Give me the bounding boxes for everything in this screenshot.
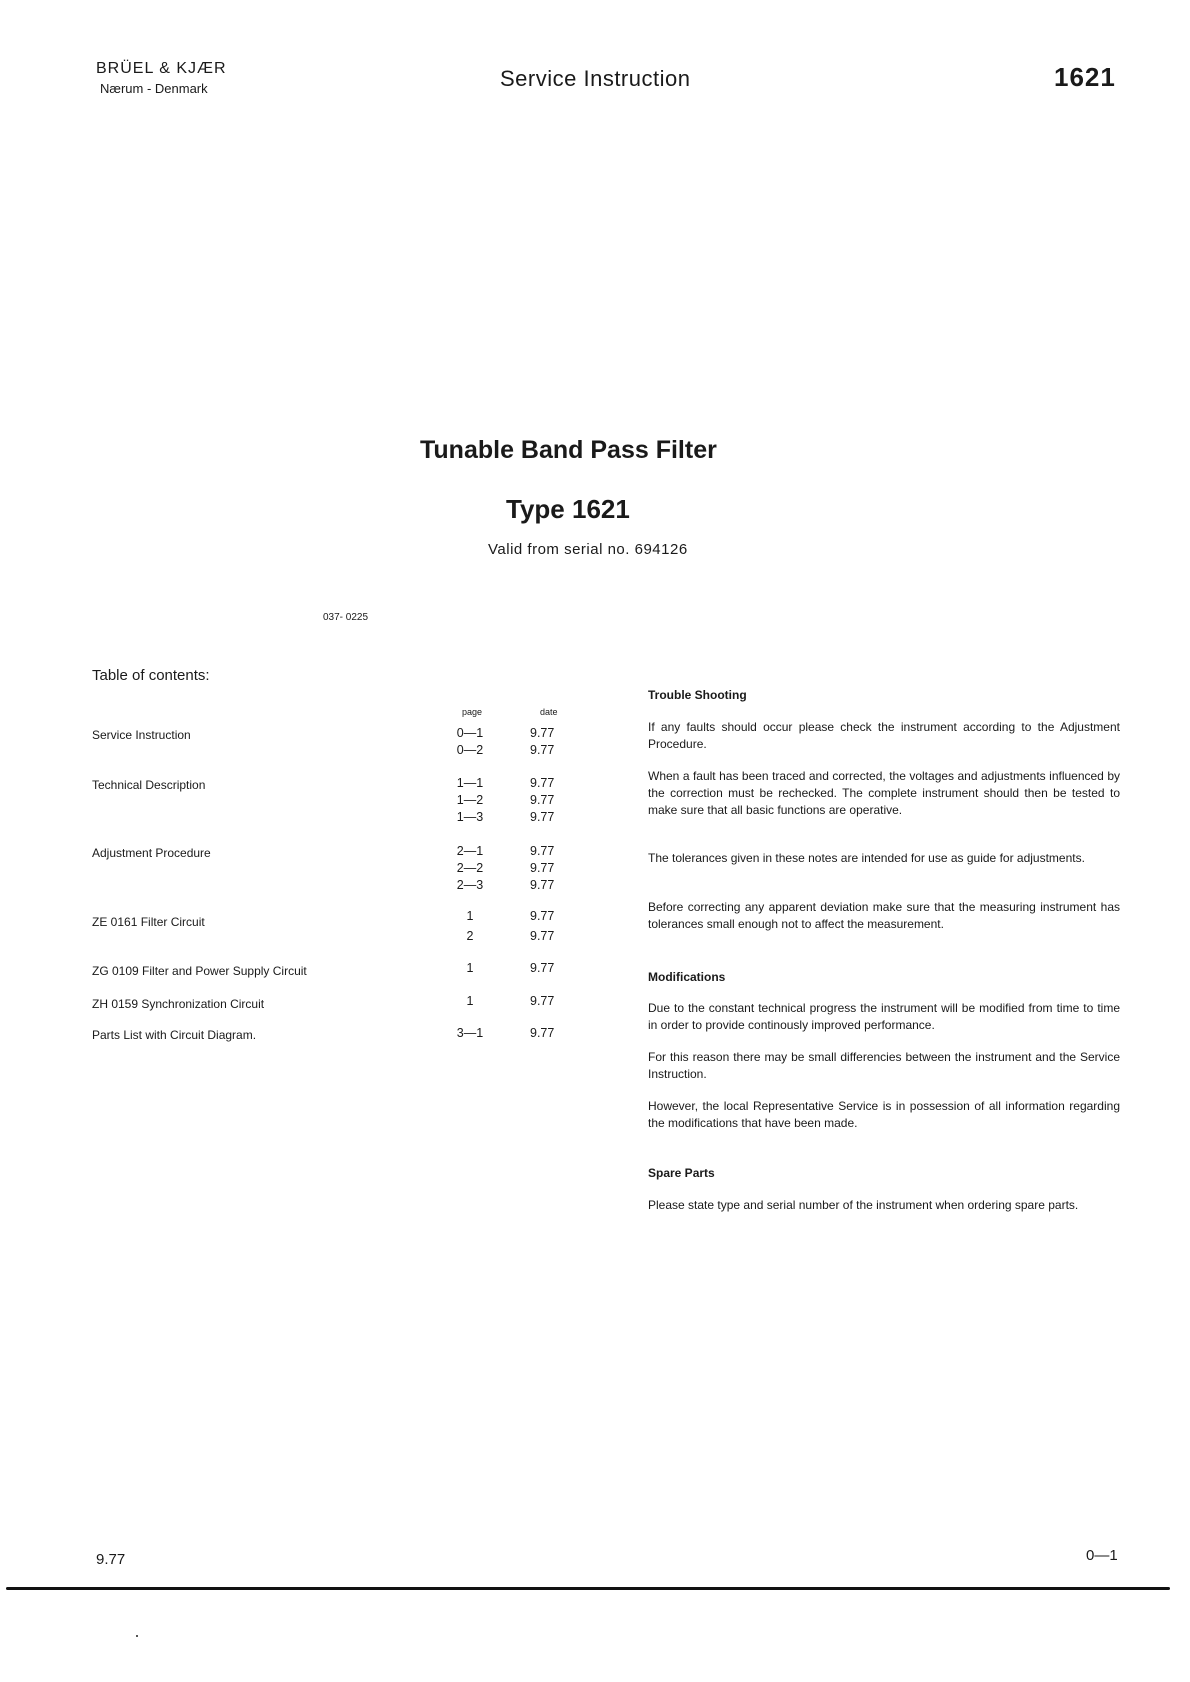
trouble-shooting-heading: Trouble Shooting <box>648 688 747 702</box>
document-code: 037- 0225 <box>323 612 369 623</box>
toc-entry-dates <box>530 775 574 826</box>
toc-date: 9.77 <box>530 743 555 757</box>
toc-entry-dates <box>530 725 574 759</box>
toc-entry-title: ZE 0161 Filter Circuit <box>92 915 205 929</box>
toc-date: 9.77 <box>530 776 555 790</box>
valid-from-serial: Valid from serial no. 694126 <box>488 541 688 558</box>
toc-entry-dates <box>530 993 574 1010</box>
trouble-shooting-paragraph: Before correcting any apparent deviation make sure that the measuring instrument has tolerances small enough not to affect the measurement. <box>648 900 1120 931</box>
footer-page-number: 0—1 <box>1086 1547 1118 1564</box>
toc-entry-title: ZH 0159 Synchronization Circuit <box>92 997 265 1011</box>
toc-date: 9.77 <box>530 1026 555 1040</box>
toc-entry-title: Service Instruction <box>92 728 191 742</box>
trouble-shooting-paragraph: When a fault has been traced and corrected, the voltages and adjustments influenced by the correction must be rechecked. The complete instrument should then be tested to make sure that all basic functions are operative. <box>648 769 1120 817</box>
scan-speck <box>136 1635 138 1637</box>
toc-page-number: 0—2 <box>456 743 484 757</box>
toc-entry-title: Technical Description <box>92 778 206 792</box>
header-type-number: 1621 <box>1054 62 1116 92</box>
toc-entry-pages <box>440 725 500 759</box>
toc-entry-dates <box>530 908 574 945</box>
modifications-heading: Modifications <box>648 970 726 984</box>
toc-entry-pages <box>440 1025 500 1042</box>
modifications-paragraph: Due to the constant technical progress the instrument will be modified from time to time in order to provide continously improved performance. <box>648 1001 1120 1032</box>
toc-page-number: 1 <box>466 961 474 975</box>
toc-page-number: 2—1 <box>456 844 484 858</box>
toc-date: 9.77 <box>530 726 555 740</box>
toc-column-date: date <box>540 707 558 717</box>
toc-date: 9.77 <box>530 994 555 1008</box>
toc-entry-pages <box>440 775 500 826</box>
toc-date: 9.77 <box>530 793 555 807</box>
toc-date: 9.77 <box>530 909 555 923</box>
spare-parts-paragraph: Please state type and serial number of the instrument when ordering spare parts. <box>648 1198 1079 1212</box>
trouble-shooting-paragraph: If any faults should occur please check the instrument according to the Adjustment Procedure. <box>648 720 1120 751</box>
toc-date: 9.77 <box>530 844 555 858</box>
modifications-paragraph: However, the local Representative Service is in possession of all information regarding the modifications that have been made. <box>648 1099 1120 1130</box>
toc-page-number: 3—1 <box>456 1026 484 1040</box>
toc-page-number: 1—2 <box>456 793 484 807</box>
toc-entry-title: ZG 0109 Filter and Power Supply Circuit <box>92 964 307 978</box>
toc-date: 9.77 <box>530 929 555 943</box>
modifications-paragraph: For this reason there may be small differencies between the instrument and the Service Instruction. <box>648 1050 1120 1081</box>
toc-date: 9.77 <box>530 878 555 892</box>
toc-page-number: 1—1 <box>456 776 484 790</box>
toc-page-number: 1 <box>466 909 474 923</box>
company-location: Nærum - Denmark <box>100 81 208 96</box>
toc-column-page: page <box>462 707 483 717</box>
toc-page-number: 1 <box>466 994 474 1008</box>
company-name: BRÜEL & KJÆR <box>96 60 227 77</box>
header-title: Service Instruction <box>500 66 691 91</box>
trouble-shooting-paragraph: The tolerances given in these notes are intended for use as guide for adjustments. <box>648 851 1085 865</box>
footer-date: 9.77 <box>96 1551 126 1568</box>
toc-page-number: 1—3 <box>456 810 484 824</box>
toc-date: 9.77 <box>530 861 555 875</box>
toc-heading: Table of contents: <box>92 667 210 684</box>
toc-page-number: 0—1 <box>456 726 484 740</box>
toc-entry-pages <box>440 993 500 1010</box>
document-type: Type 1621 <box>506 494 630 524</box>
toc-entry-pages <box>440 908 500 945</box>
toc-entry-dates <box>530 1025 574 1042</box>
footer-rule <box>6 1587 1170 1590</box>
document-title: Tunable Band Pass Filter <box>420 436 717 464</box>
toc-date: 9.77 <box>530 810 555 824</box>
toc-page-number: 2 <box>466 929 474 943</box>
toc-entry-title: Parts List with Circuit Diagram. <box>92 1028 257 1042</box>
toc-page-number: 2—2 <box>456 861 484 875</box>
toc-entry-title: Adjustment Procedure <box>92 846 211 860</box>
toc-date: 9.77 <box>530 961 555 975</box>
toc-page-number: 2—3 <box>456 878 484 892</box>
toc-entry-pages <box>440 960 500 977</box>
toc-entry-dates <box>530 843 574 894</box>
spare-parts-heading: Spare Parts <box>648 1166 715 1180</box>
toc-entry-pages <box>440 843 500 894</box>
toc-entry-dates <box>530 960 574 977</box>
